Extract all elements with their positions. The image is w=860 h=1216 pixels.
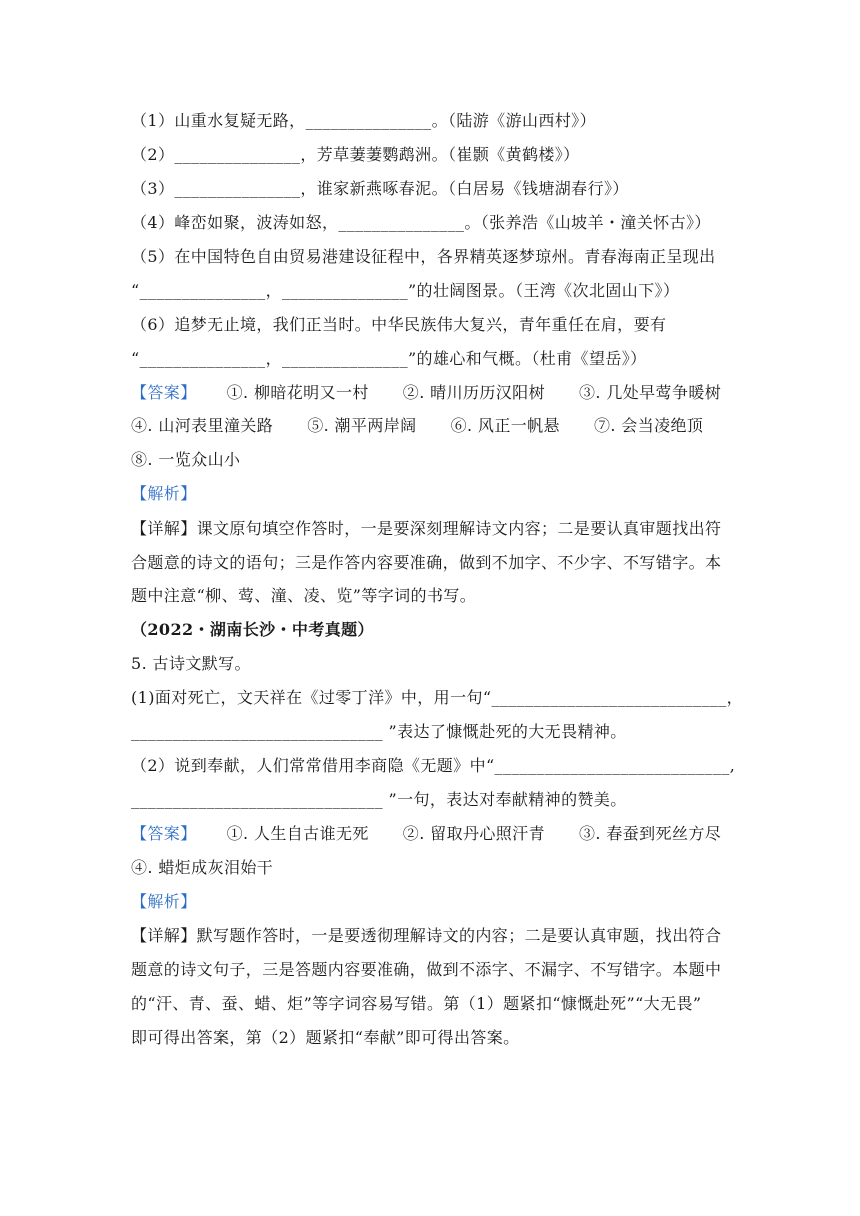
- q5-detail-line-2: 题意的诗文句子，三是答题内容要准确，做到不添字、不漏字、不写错字。本题中: [131, 960, 722, 979]
- answer-item: ⑧. 一览众山小: [131, 450, 241, 469]
- q4-item-3: （3）_______________，谁家新燕啄春泥。（白居易《钱塘湖春行》）: [131, 179, 629, 198]
- answer-item: ④. 蜡炬成灰泪始干: [131, 858, 274, 877]
- q4-answer-line-2: [131, 416, 740, 436]
- answer-item: ④. 山河表里潼关路: [131, 416, 274, 435]
- answer-item: ②. 留取丹心照汗青: [402, 824, 545, 843]
- q4-detail-line-3: 题中注意“柳、莺、潼、凌、览”等字词的书写。: [131, 586, 477, 605]
- q4-item-2: （2）_______________，芳草萋萋鹦鹉洲。（崔颢《黄鹤楼》）: [131, 145, 580, 164]
- answer-tag: 【答案】: [131, 383, 197, 402]
- answer-item: ③. 几处早莺争暖树: [578, 383, 722, 402]
- detail-text: 默写题作答时，一是要透彻理解诗文的内容；二是要认真审题，找出符合: [196, 926, 722, 945]
- answer-tag: 【答案】: [131, 824, 197, 843]
- q4-item-6b: “_______________，_______________”的雄心和气概。（杜甫《望岳》）: [131, 349, 647, 368]
- q5-part1-a: (1)面对死亡，文天祥在《过零丁洋》中，用一句“____________________________，: [131, 688, 744, 707]
- analysis-tag: 【解析】: [131, 892, 197, 911]
- q4-detail-line-1: [131, 519, 740, 539]
- q5-title: 5. 古诗文默写。: [131, 654, 251, 673]
- question-source: （2022・湖南长沙・中考真题）: [131, 620, 374, 639]
- answer-item: ⑦. 会当凌绝顶: [593, 416, 704, 435]
- q4-answer-line-3: [131, 450, 740, 470]
- q5-analysis-tag: [131, 892, 740, 912]
- q4-answer-line-1: [131, 383, 740, 403]
- q4-item-1: （1）山重水复疑无路，_______________。（陆游《游山西村》）: [131, 111, 596, 130]
- q5-answer-line-2: [131, 858, 740, 878]
- answer-item: ①. 柳暗花明又一村: [226, 383, 369, 402]
- answer-item: ⑥. 风正一帆悬: [450, 416, 560, 435]
- q4-item-6a: （6）追梦无止境，我们正当时。中华民族伟大复兴，青年重任在肩，要有: [131, 315, 667, 334]
- answer-item: ⑤. 潮平两岸阔: [307, 416, 417, 435]
- q5-detail-line-4: 即可得出答案，第（2）题紧扣“奉献”即可得出答案。: [131, 1028, 520, 1047]
- q4-detail-line-2: 合题意的诗文的语句；三是作答内容要准确，做到不加字、不少字、不写错字。本: [131, 553, 722, 572]
- q5-part2-a: （2）说到奉献，人们常常借用李商隐《无题》中“____________________________,: [131, 756, 736, 775]
- answer-item: ①. 人生自古谁无死: [226, 824, 369, 843]
- detail-text: 课文原句填空作答时，一是要深刻理解诗文内容；二是要认真审题找出符: [196, 519, 722, 538]
- answer-item: ②. 晴川历历汉阳树: [402, 383, 545, 402]
- q5-part2-b: ______________________________ ”一句，表达对奉献精神的赞美。: [131, 790, 627, 809]
- detail-tag: 【详解】: [131, 926, 197, 945]
- q4-analysis-tag: [131, 484, 740, 504]
- q5-detail-line-3: 的“汗、青、蚕、蜡、炬”等字词容易写错。第（1）题紧扣“慷慨赴死”“大无畏”: [131, 994, 702, 1013]
- q4-item-4: （4）峰峦如聚，波涛如怒，_______________。（张养浩《山坡羊・潼关怀古》）: [131, 213, 711, 232]
- q4-item-5b: “_______________，_______________”的壮阔图景。（王湾《次北固山下》）: [131, 281, 680, 300]
- q5-part1-b: ______________________________ ”表达了慷慨赴死的大无畏精神。: [131, 722, 627, 741]
- answer-item: ③. 春蚕到死丝方尽: [578, 824, 722, 843]
- q4-item-5a: （5）在中国特色自由贸易港建设征程中，各界精英逐梦琼州。青春海南正呈现出: [131, 247, 716, 266]
- detail-tag: 【详解】: [131, 519, 197, 538]
- q5-answer-line-1: [131, 824, 740, 844]
- q5-detail-line-1: [131, 926, 740, 946]
- analysis-tag: 【解析】: [131, 484, 197, 503]
